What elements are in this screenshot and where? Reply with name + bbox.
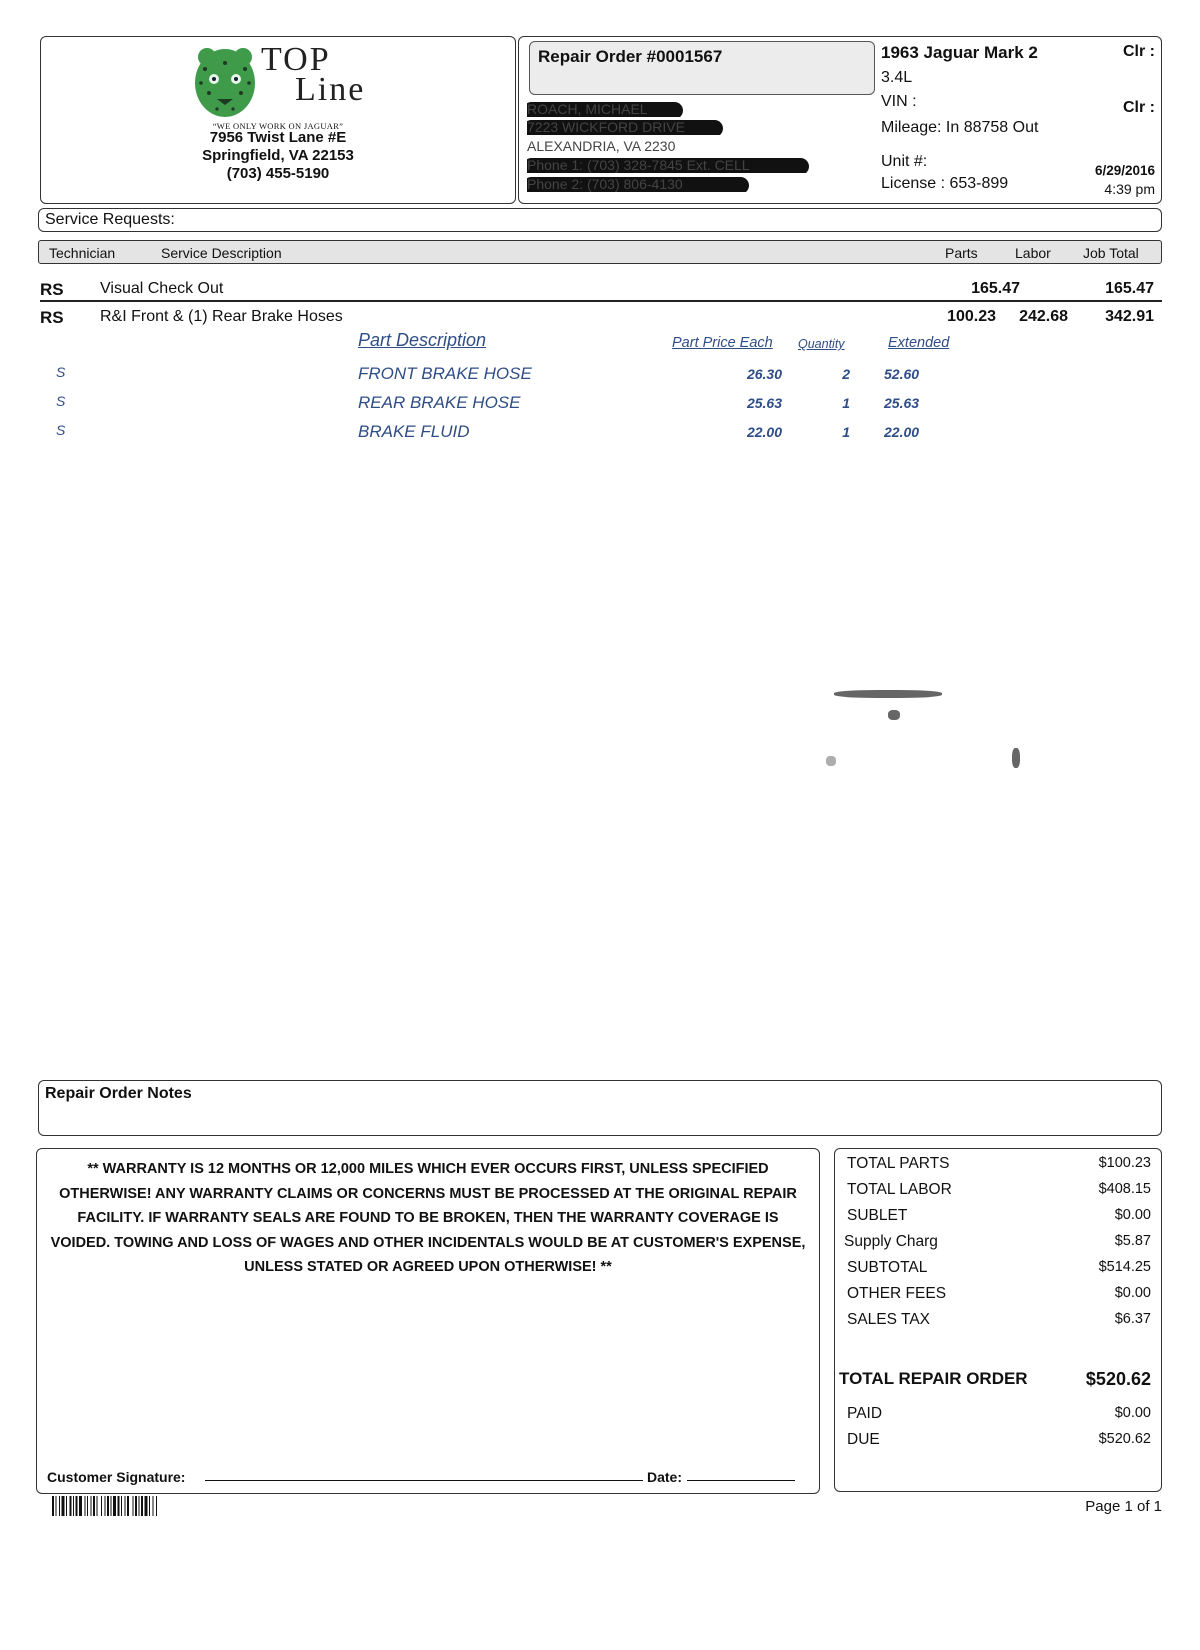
- total-value: $0.00: [1114, 1207, 1151, 1223]
- total-label: SUBTOTAL: [847, 1259, 928, 1276]
- service-requests-bar: [38, 208, 1162, 232]
- grand-total-row: [839, 1369, 1151, 1397]
- shop-tagline: “WE ONLY WORK ON JAGUAR”: [212, 121, 344, 131]
- grand-total-label: TOTAL REPAIR ORDER: [839, 1369, 1028, 1388]
- vehicle-vin-label: VIN :: [881, 93, 917, 110]
- part-price-each: 25.63: [746, 395, 782, 411]
- part-row: [0, 393, 1200, 415]
- job-description: R&I Front & (1) Rear Brake Hoses: [100, 308, 343, 325]
- shop-phone: (703) 455-5190: [226, 165, 330, 182]
- payment-label: DUE: [847, 1431, 880, 1448]
- ro-date: 6/29/2016: [1094, 163, 1155, 178]
- logo-wordmark: [261, 41, 366, 108]
- shop-address-2: Springfield, VA 22153: [202, 147, 354, 164]
- parts-header-extended: Extended: [888, 335, 950, 351]
- total-row: [847, 1311, 1151, 1335]
- part-row: [0, 422, 1200, 444]
- vehicle-title: 1963 Jaguar Mark 2: [881, 43, 1038, 62]
- customer-vehicle-box: [518, 36, 1162, 204]
- part-price-each: 22.00: [746, 424, 782, 440]
- total-value: $408.15: [1098, 1181, 1151, 1197]
- part-quantity: 1: [842, 395, 850, 411]
- warranty-text: ** WARRANTY IS 12 MONTHS OR 12,000 MILES WHICH EVER OCCURS FIRST, UNLESS SPECIFIED OTHERWISE! ANY WARRANTY CLAIMS OR CONCERNS MUST BE PROCESSED AT THE ORIGINAL REPAIR FACILITY. IF WARRANTY SEALS ARE FOUND TO BE BROKEN, THEN THE WARRANTY COVERAGE IS VOIDED. TOWING AND LOSS OF WAGES AND OTHER INCIDENTALS WOULD BE AT CUSTOMER'S EXPENSE, UNLESS STATED OR AGREED UPON OTHERWISE! **: [50, 1161, 806, 1275]
- page-number: Page 1 of 1: [1085, 1498, 1162, 1515]
- grand-total-value: $520.62: [1085, 1369, 1151, 1389]
- repair-order-notes-label: Repair Order Notes: [45, 1085, 192, 1102]
- customer-city: ALEXANDRIA, VA 2230: [527, 138, 676, 154]
- job-labor: 242.68: [1019, 308, 1068, 325]
- repair-order-number-box: [529, 41, 875, 95]
- repair-order-number: Repair Order #0001567: [538, 47, 723, 66]
- col-job-total: Job Total: [1083, 245, 1139, 261]
- parts-header-quantity: Quantity: [798, 337, 845, 351]
- parts-header-description: Part Description: [358, 330, 487, 350]
- shop-info-box: [40, 36, 516, 204]
- jaguar-head-logo-icon: [187, 43, 263, 121]
- part-extended: 52.60: [884, 366, 920, 382]
- vehicle-engine: 3.4L: [881, 69, 913, 86]
- job-divider: [40, 300, 1162, 302]
- service-requests-label: Service Requests:: [45, 211, 175, 228]
- vehicle-mileage: Mileage: In 88758 Out: [881, 119, 1039, 136]
- shop-logo: [187, 41, 377, 121]
- total-label: SUBLET: [847, 1207, 908, 1224]
- total-row: [847, 1285, 1151, 1309]
- customer-signature-label: Customer Signature:: [47, 1469, 186, 1485]
- vehicle-license: License : 653-899: [881, 175, 1009, 192]
- payment-value: $0.00: [1114, 1405, 1151, 1421]
- col-technician: Technician: [49, 245, 116, 261]
- customer-name: ROACH, MICHAEL: [527, 101, 827, 117]
- part-technician: S: [56, 393, 66, 409]
- clr-label-1: Clr :: [1123, 43, 1155, 60]
- payment-row: [847, 1405, 1151, 1429]
- job-description: Visual Check Out: [100, 280, 224, 297]
- job-row: [40, 308, 1162, 332]
- total-value: $5.87: [1114, 1233, 1151, 1249]
- total-row: [847, 1207, 1151, 1231]
- part-quantity: 1: [842, 424, 850, 440]
- job-technician: RS: [40, 280, 64, 299]
- logo-line-1: TOP: [261, 41, 331, 78]
- vehicle-unit: Unit #:: [881, 153, 928, 170]
- total-row: [844, 1233, 1151, 1257]
- part-extended: 22.00: [884, 424, 920, 440]
- customer-street: 7223 WICKFORD DRIVE: [527, 119, 827, 135]
- payment-value: $520.62: [1098, 1431, 1151, 1447]
- part-price-each: 26.30: [746, 366, 782, 382]
- part-row: [0, 364, 1200, 386]
- total-label: Supply Charg: [844, 1233, 938, 1250]
- col-labor: Labor: [1015, 245, 1051, 261]
- total-value: $6.37: [1114, 1311, 1151, 1327]
- part-description: BRAKE FLUID: [358, 422, 470, 441]
- clr-label-2: Clr :: [1123, 99, 1155, 116]
- part-technician: S: [56, 364, 66, 380]
- total-row: [847, 1155, 1151, 1179]
- job-labor: 165.47: [971, 280, 1020, 297]
- job-parts: 100.23: [947, 308, 996, 325]
- part-extended: 25.63: [884, 395, 920, 411]
- part-description: FRONT BRAKE HOSE: [358, 364, 532, 383]
- payment-label: PAID: [847, 1405, 883, 1422]
- total-value: $100.23: [1098, 1155, 1151, 1171]
- total-value: $0.00: [1114, 1285, 1151, 1301]
- logo-line-2: Line: [295, 71, 366, 108]
- parts-header-price-each: Part Price Each: [672, 335, 773, 351]
- totals-box: [834, 1148, 1162, 1492]
- total-value: $514.25: [1098, 1259, 1151, 1275]
- shop-address-1: 7956 Twist Lane #E: [209, 129, 347, 146]
- total-label: TOTAL LABOR: [847, 1181, 952, 1198]
- date-line: [687, 1480, 795, 1482]
- customer-signature-line: [205, 1480, 643, 1482]
- date-label: Date:: [647, 1469, 683, 1485]
- ro-time: 4:39 pm: [1104, 181, 1155, 197]
- part-quantity: 2: [842, 366, 850, 382]
- total-label: OTHER FEES: [847, 1285, 947, 1302]
- job-technician: RS: [40, 308, 64, 327]
- total-row: [847, 1181, 1151, 1205]
- customer-phone-1: Phone 1: (703) 328-7845 Ext. CELL: [527, 157, 827, 173]
- total-row: [847, 1259, 1151, 1283]
- warranty-box: [36, 1148, 820, 1494]
- col-service-description: Service Description: [161, 245, 282, 261]
- col-parts: Parts: [945, 245, 978, 261]
- customer-phone-2: Phone 2: (703) 806-4130: [527, 176, 827, 192]
- payment-row: [847, 1431, 1151, 1455]
- barcode-icon: [52, 1496, 248, 1516]
- part-technician: S: [56, 422, 66, 438]
- job-total: 165.47: [1105, 280, 1154, 297]
- total-label: SALES TAX: [847, 1311, 930, 1328]
- part-description: REAR BRAKE HOSE: [358, 393, 521, 412]
- repair-order-notes-box: [38, 1080, 1162, 1136]
- service-column-header: [38, 240, 1162, 264]
- total-label: TOTAL PARTS: [847, 1155, 950, 1172]
- job-total: 342.91: [1105, 308, 1154, 325]
